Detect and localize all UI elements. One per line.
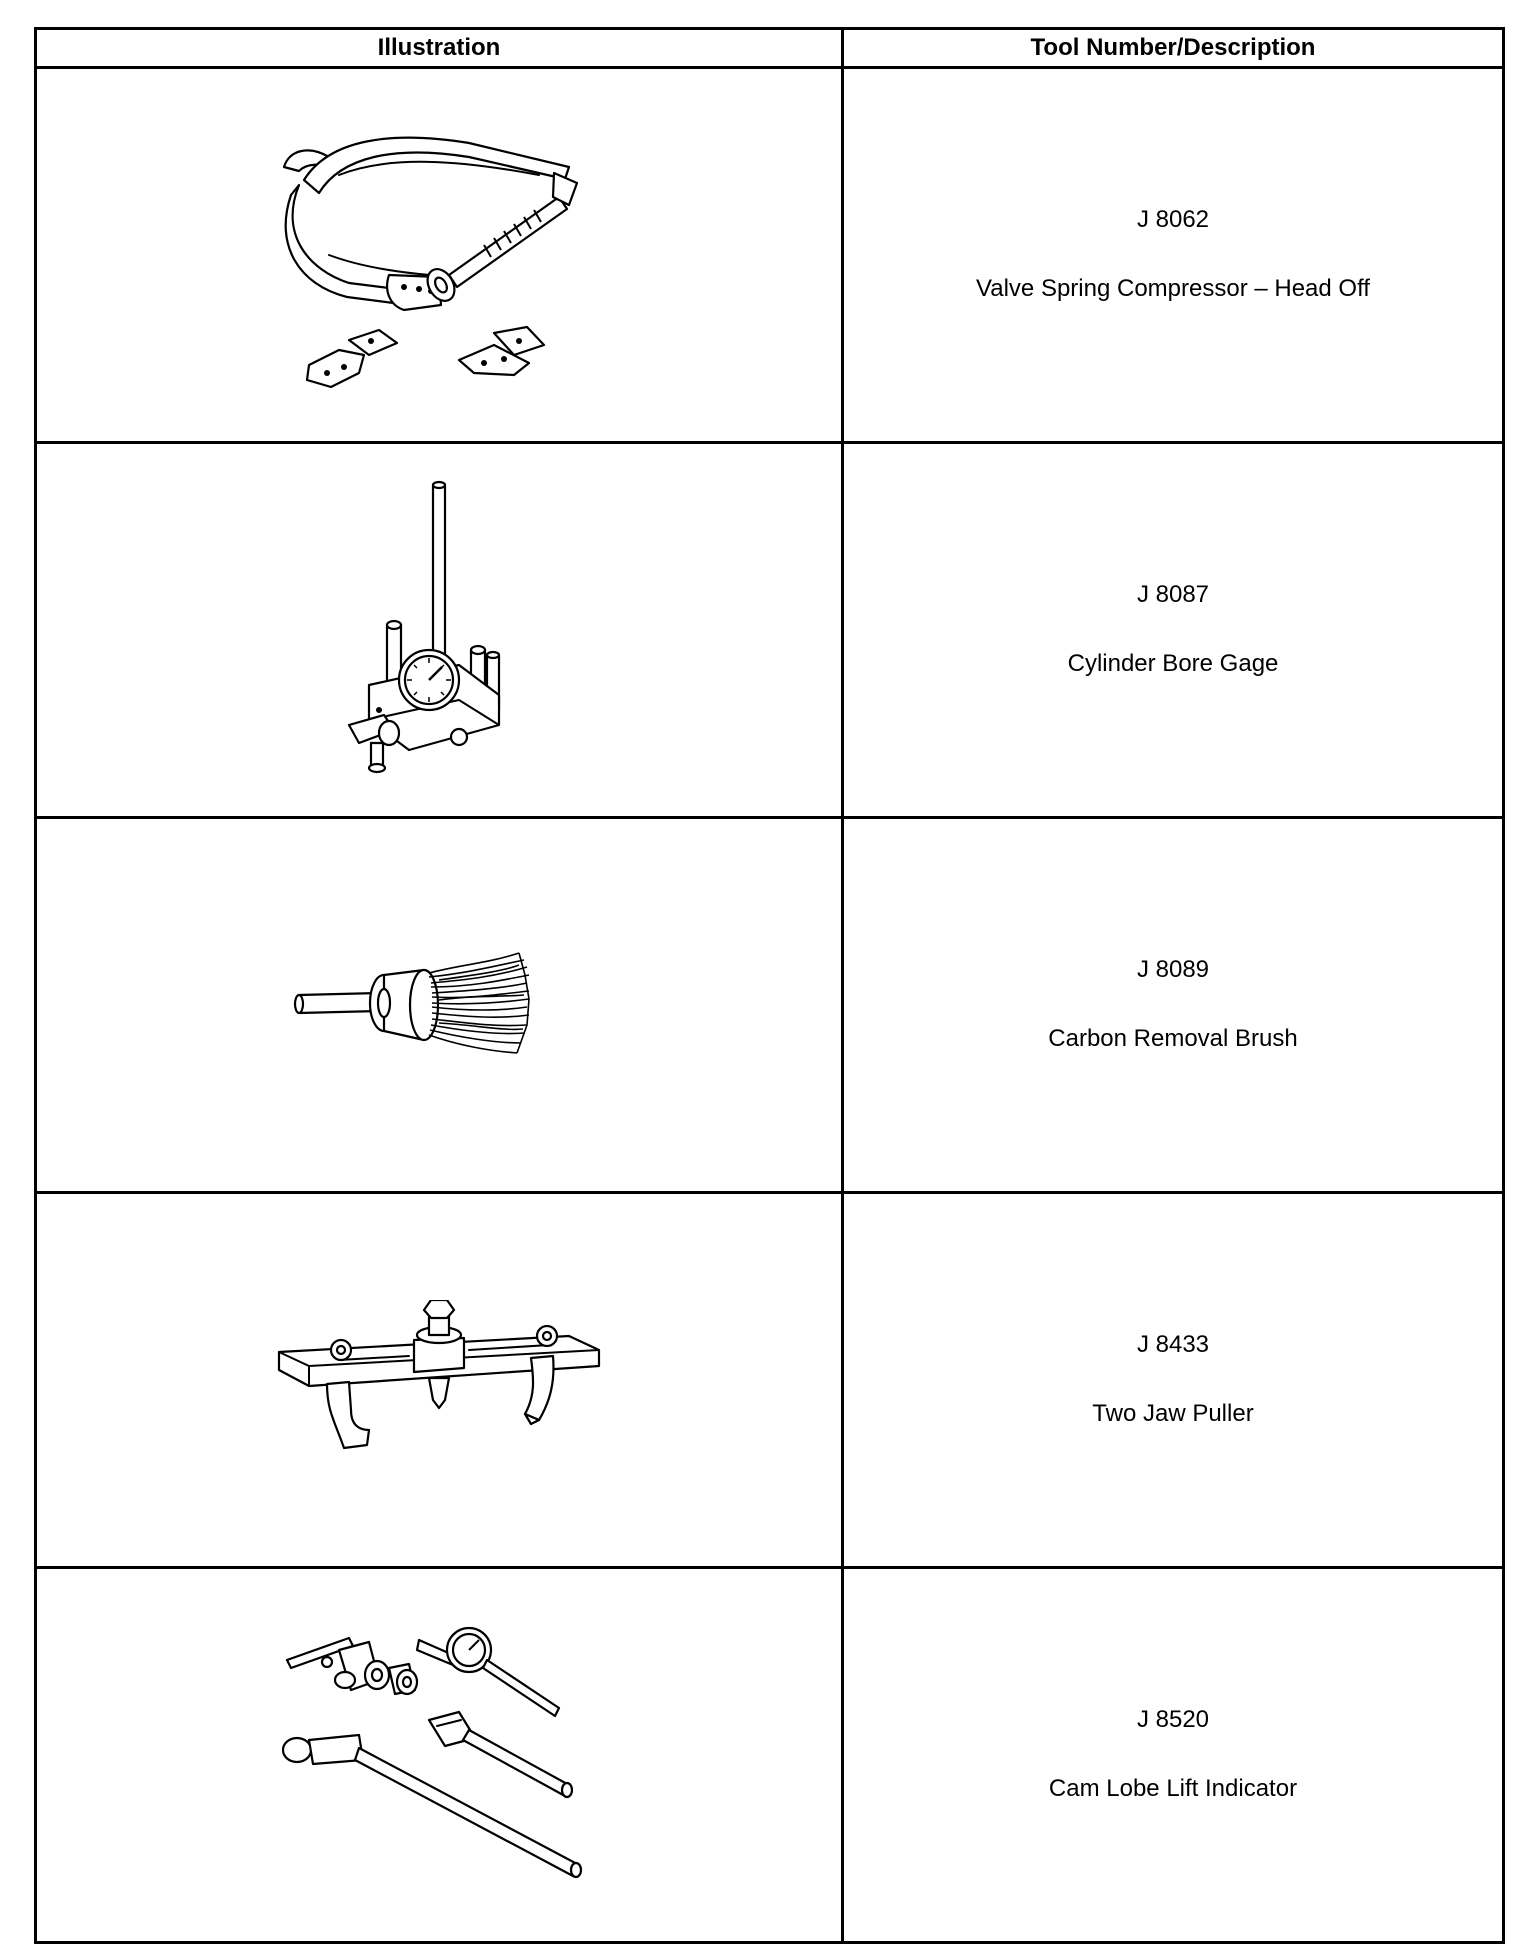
tool-number: J 8062 xyxy=(1136,206,1210,234)
header-tool-description: Tool Number/Description xyxy=(843,29,1504,68)
special-tools-table xyxy=(34,27,1505,1944)
illustration-cell xyxy=(36,68,843,443)
tool-number: J 8089 xyxy=(1136,956,1210,984)
cam-lobe-lift-indicator-icon xyxy=(279,1620,599,1890)
tool-number: J 8433 xyxy=(1136,1331,1210,1359)
tool-number: J 8087 xyxy=(1136,581,1210,609)
tool-description: Carbon Removal Brush xyxy=(1048,1025,1298,1052)
description-cell xyxy=(843,68,1504,443)
tool-description: Valve Spring Compressor – Head Off xyxy=(976,275,1370,302)
description-cell xyxy=(843,818,1504,1193)
illustration-cell xyxy=(36,443,843,818)
carbon-removal-brush-icon xyxy=(289,935,589,1075)
illustration-cell xyxy=(36,1568,843,1943)
description-cell xyxy=(843,443,1504,818)
tool-description: Cylinder Bore Gage xyxy=(1067,650,1279,677)
tool-number: J 8520 xyxy=(1136,1706,1210,1734)
illustration-cell xyxy=(36,818,843,1193)
table-row xyxy=(36,443,1504,818)
description-cell xyxy=(843,1568,1504,1943)
tool-description: Two Jaw Puller xyxy=(1092,1400,1254,1427)
table-row xyxy=(36,1568,1504,1943)
cylinder-bore-gage-icon xyxy=(339,475,539,785)
table-row xyxy=(36,1193,1504,1568)
tool-description: Cam Lobe Lift Indicator xyxy=(1048,1775,1298,1802)
valve-spring-compressor-icon xyxy=(269,105,609,405)
header-illustration: Illustration xyxy=(36,29,843,68)
table-row xyxy=(36,68,1504,443)
two-jaw-puller-icon xyxy=(269,1300,609,1460)
illustration-cell xyxy=(36,1193,843,1568)
description-cell xyxy=(843,1193,1504,1568)
table-row xyxy=(36,818,1504,1193)
table-header-row xyxy=(36,29,1504,68)
